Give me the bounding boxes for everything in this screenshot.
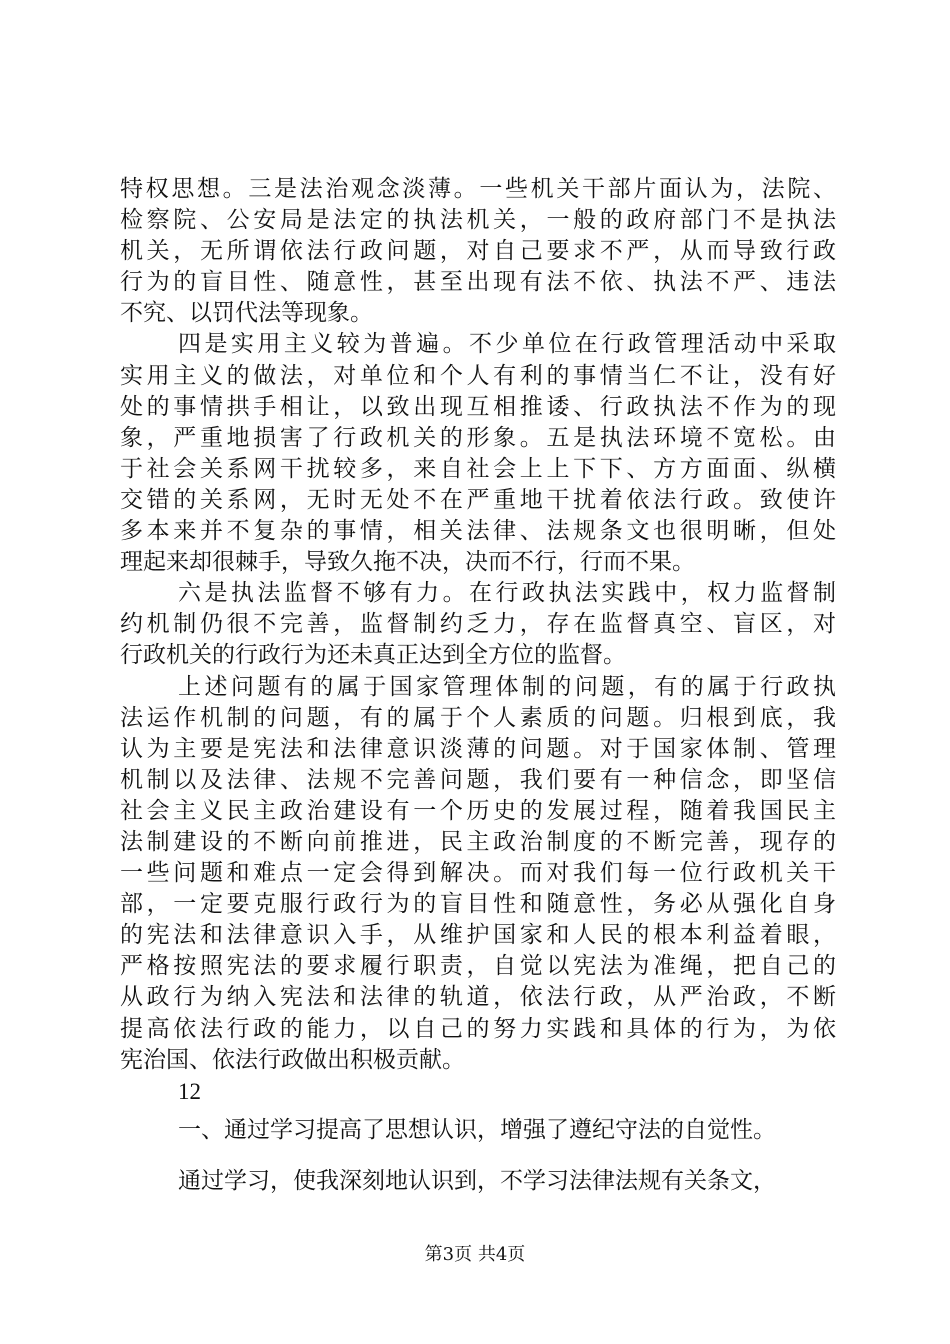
text-line: 行政机关的行政行为还未真正达到全方位的监督。 xyxy=(120,642,626,669)
text-line: 通过学习，使我深刻地认识到，不学习法律法规有关条文， xyxy=(178,1167,776,1194)
text-line: 认为主要是宪法和法律意识淡薄的问题。对于国家体制、管理 xyxy=(120,735,836,762)
text-line: 于社会关系网干扰较多，来自社会上上下下、方方面面、纵横 xyxy=(120,455,836,482)
text-line: 实用主义的做法，对单位和个人有利的事情当仁不让，没有好 xyxy=(120,362,836,389)
text-line: 处的事情拱手相让，以致出现互相推诿、行政执法不作为的现 xyxy=(120,393,836,420)
text-line: 交错的关系网，无时无处不在严重地干扰着依法行政。致使许 xyxy=(120,486,836,513)
text-line: 四是实用主义较为普遍。不少单位在行政管理活动中采取 xyxy=(178,331,836,358)
text-line: 多本来并不复杂的事情，相关法律、法规条文也很明晰，但处 xyxy=(120,518,836,545)
text-line: 行为的盲目性、随意性，甚至出现有法不依、执法不严、违法 xyxy=(120,269,836,296)
text-line: 法制建设的不断向前推进，民主政治制度的不断完善，现存的 xyxy=(120,828,836,855)
text-line: 严格按照宪法的要求履行职责，自觉以宪法为准绳，把自己的 xyxy=(120,953,836,980)
text-line: 从政行为纳入宪法和法律的轨道，依法行政，从严治政，不断 xyxy=(120,984,836,1011)
text-line: 一、通过学习提高了思想认识，增强了遵纪守法的自觉性。 xyxy=(178,1116,776,1143)
text-line: 特权思想。三是法治观念淡薄。一些机关干部片面认为，法院、 xyxy=(120,176,836,202)
document-body xyxy=(120,174,836,1197)
text-line: 机关，无所谓依法行政问题，对自己要求不严，从而导致行政 xyxy=(120,238,836,265)
text-line: 上述问题有的属于国家管理体制的问题，有的属于行政执 xyxy=(178,673,836,700)
text-line: 一些问题和难点一定会得到解决。而对我们每一位行政机关干 xyxy=(120,860,836,887)
text-line: 理起来却很棘手，导致久拖不决，决而不行，行而不果。 xyxy=(120,549,695,576)
text-line: 象，严重地损害了行政机关的形象。五是执法环境不宽松。由 xyxy=(120,424,836,451)
text-line: 部，一定要克服行政行为的盲目性和随意性，务必从强化自身 xyxy=(120,891,836,918)
text-line: 的宪法和法律意识入手，从维护国家和人民的根本利益着眼， xyxy=(120,922,836,949)
text-line: 六是执法监督不够有力。在行政执法实践中，权力监督制 xyxy=(178,580,836,607)
text-line: 机制以及法律、法规不完善问题，我们要有一种信念，即坚信 xyxy=(120,766,836,793)
text-line: 约机制仍很不完善，监督制约乏力，存在监督真空、盲区，对 xyxy=(120,611,836,638)
text-line: 社会主义民主政治建设有一个历史的发展过程，随着我国民主 xyxy=(120,797,836,824)
text-line: 不究、以罚代法等现象。 xyxy=(120,300,373,327)
text-line: 提高依法行政的能力，以自己的努力实践和具体的行为，为依 xyxy=(120,1015,836,1042)
text-line: 法运作机制的问题，有的属于个人素质的问题。归根到底，我 xyxy=(120,704,836,731)
page-footer: 第3页 共4页 xyxy=(424,1244,526,1265)
text-line: 12 xyxy=(178,1078,201,1104)
text-line: 宪治国、依法行政做出积极贡献。 xyxy=(120,1046,465,1073)
text-line: 检察院、公安局是法定的执法机关，一般的政府部门不是执法 xyxy=(120,207,836,234)
